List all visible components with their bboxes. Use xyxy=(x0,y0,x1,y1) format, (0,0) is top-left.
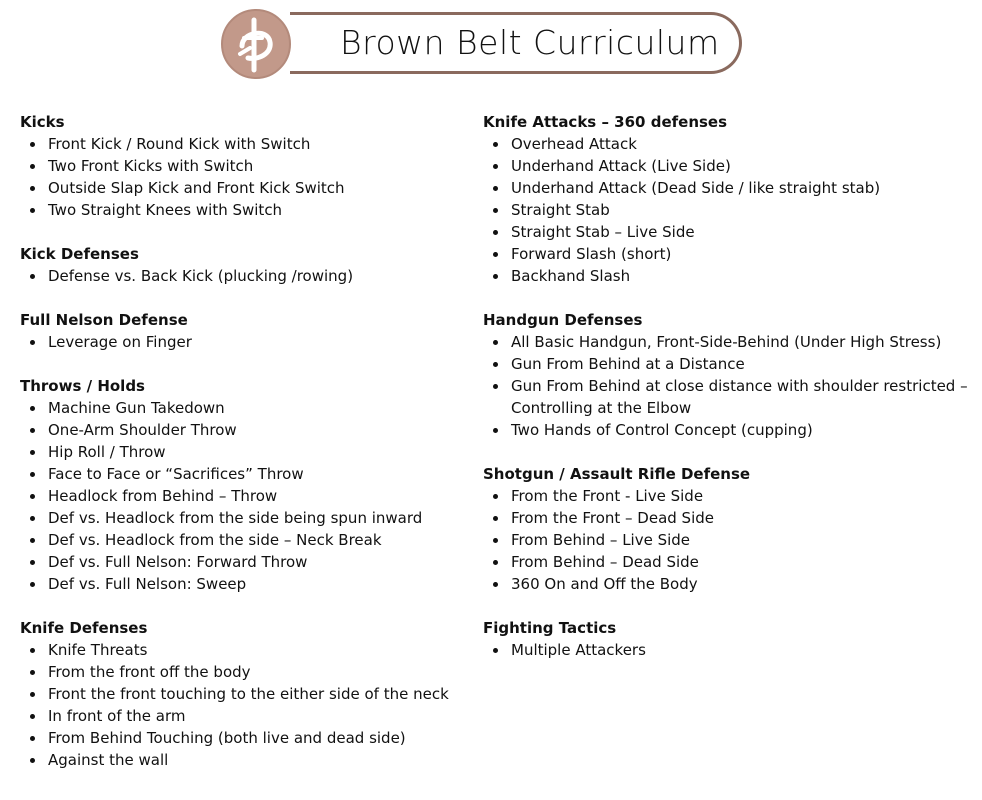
list-item: All Basic Handgun, Front-Side-Behind (Under High Stress) xyxy=(483,331,978,353)
page-title: Brown Belt Curriculum xyxy=(340,23,720,62)
section-throws-holds xyxy=(20,375,470,595)
list-item: Def vs. Headlock from the side – Neck Break xyxy=(20,529,470,551)
section-title: Fighting Tactics xyxy=(483,619,617,637)
list-item: Headlock from Behind – Throw xyxy=(20,485,470,507)
list-item: Multiple Attackers xyxy=(483,639,978,661)
list-item: Two Front Kicks with Switch xyxy=(20,155,470,177)
right-column xyxy=(483,111,978,683)
list-item: From the Front - Live Side xyxy=(483,485,978,507)
section-title: Shotgun / Assault Rifle Defense xyxy=(483,465,751,483)
section-title: Kicks xyxy=(20,113,65,131)
list-item: Hip Roll / Throw xyxy=(20,441,470,463)
list-item: 360 On and Off the Body xyxy=(483,573,978,595)
section-title: Knife Defenses xyxy=(20,619,148,637)
list-item: Underhand Attack (Dead Side / like straight stab) xyxy=(483,177,978,199)
section-title: Full Nelson Defense xyxy=(20,311,188,329)
list-item: From Behind – Live Side xyxy=(483,529,978,551)
list-item: Face to Face or “Sacrifices” Throw xyxy=(20,463,470,485)
list-item: Outside Slap Kick and Front Kick Switch xyxy=(20,177,470,199)
item-list xyxy=(20,397,470,595)
list-item: From the Front – Dead Side xyxy=(483,507,978,529)
list-item: One-Arm Shoulder Throw xyxy=(20,419,470,441)
list-item: Against the wall xyxy=(20,749,470,771)
list-item: Straight Stab xyxy=(483,199,978,221)
item-list xyxy=(483,639,978,661)
list-item: Def vs. Full Nelson: Forward Throw xyxy=(20,551,470,573)
list-item: Front the front touching to the either side of the neck xyxy=(20,683,470,705)
list-item: Forward Slash (short) xyxy=(483,243,978,265)
list-item: Knife Threats xyxy=(20,639,470,661)
list-item: In front of the arm xyxy=(20,705,470,727)
section-title: Knife Attacks – 360 defenses xyxy=(483,113,728,131)
item-list xyxy=(483,485,978,595)
list-item: Overhead Attack xyxy=(483,133,978,155)
left-column xyxy=(20,111,470,793)
section-knife-defenses xyxy=(20,617,470,771)
list-item: Backhand Slash xyxy=(483,265,978,287)
item-list xyxy=(483,133,978,287)
item-list xyxy=(20,639,470,771)
list-item: Gun From Behind at close distance with shoulder restricted – Controlling at the Elbow xyxy=(483,375,978,419)
item-list xyxy=(20,331,470,353)
list-item: Machine Gun Takedown xyxy=(20,397,470,419)
list-item: Leverage on Finger xyxy=(20,331,470,353)
list-item: Gun From Behind at a Distance xyxy=(483,353,978,375)
section-fighting-tactics xyxy=(483,617,978,661)
section-title: Kick Defenses xyxy=(20,245,139,263)
header xyxy=(218,8,748,82)
list-item: Def vs. Full Nelson: Sweep xyxy=(20,573,470,595)
list-item: From Behind Touching (both live and dead side) xyxy=(20,727,470,749)
list-item: Def vs. Headlock from the side being spun inward xyxy=(20,507,470,529)
list-item: Two Straight Knees with Switch xyxy=(20,199,470,221)
list-item: From Behind – Dead Side xyxy=(483,551,978,573)
section-kicks xyxy=(20,111,470,221)
item-list xyxy=(20,265,470,287)
item-list xyxy=(20,133,470,221)
item-list xyxy=(483,331,978,441)
section-title: Handgun Defenses xyxy=(483,311,643,329)
title-banner xyxy=(290,12,742,74)
list-item: Two Hands of Control Concept (cupping) xyxy=(483,419,978,441)
list-item: Front Kick / Round Kick with Switch xyxy=(20,133,470,155)
section-title: Throws / Holds xyxy=(20,377,145,395)
section-knife-attacks xyxy=(483,111,978,287)
section-handgun-defenses xyxy=(483,309,978,441)
brown-belt-logo-icon xyxy=(220,8,292,80)
section-shotgun-assault-rifle-defense xyxy=(483,463,978,595)
section-full-nelson-defense xyxy=(20,309,470,353)
logo-svg xyxy=(220,8,292,80)
section-kick-defenses xyxy=(20,243,470,287)
list-item: Defense vs. Back Kick (plucking /rowing) xyxy=(20,265,470,287)
list-item: Underhand Attack (Live Side) xyxy=(483,155,978,177)
list-item: Straight Stab – Live Side xyxy=(483,221,978,243)
list-item: From the front off the body xyxy=(20,661,470,683)
